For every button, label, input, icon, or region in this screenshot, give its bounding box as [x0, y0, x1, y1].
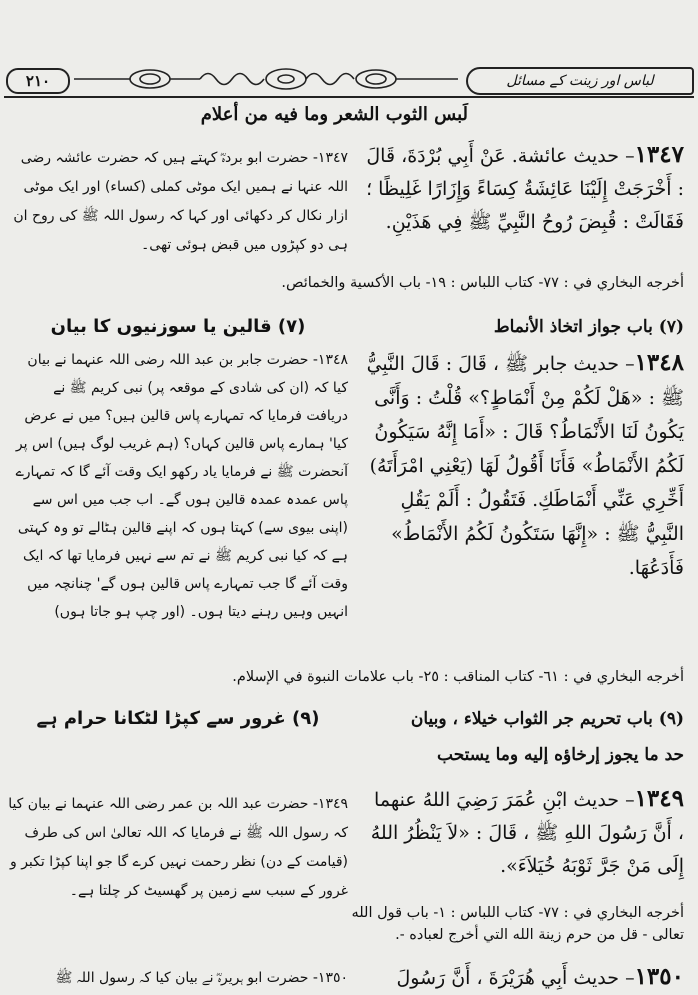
chapter-9-title-ar-line2: حد ما يجوز إرخاؤه إليه وما يستحب	[437, 745, 684, 765]
hadith-number: ١٣٤٩	[634, 785, 684, 812]
chapter-9-title-ar-line1: (٩) باب تحريم جر الثواب خيلاء ، وبيان	[410, 709, 684, 729]
hadith-number: ١٣٥٠	[634, 963, 684, 990]
chapter-9-title-ur: (٩) غرور سے کپڑا لٹکانا حرام ہے	[36, 708, 320, 729]
page-header	[4, 64, 694, 96]
page-number: ٢١٠	[6, 68, 70, 94]
hadith-1348-reference: أخرجه البخاري في : ٦١- كتاب المناقب : ٢٥- باب علامات النبوة في الإسلام.	[232, 669, 684, 685]
hadith-text: – حديث عائشة. عَنْ أَبِي بُرْدَةَ، قَالَ : أَخْرَجَتْ إِلَيْنَا عَائِشَةُ كِسَاءً وَإِزَارًا غَلِيظًا ؛ فَقَالَتْ : قُبِضَ رُوحُ النَّبِيِّ ﷺ فِي هَذَيْنِ.	[366, 145, 684, 233]
hadith-text: – حديث جابر ﷺ ، قَالَ : قَالَ النَّبِيُّ ﷺ : «هَلْ لَكُمْ مِنْ أَنْمَاطٍ؟» قُلْتُ : وَأَنَّى يَكُونُ لَنَا الأَنْمَاطُ؟ قَالَ : «أَمَا إِنَّهُ سَيَكُونُ لَكُمُ الأَنْمَاطُ» فَأَنَا أَقُولُ لَهَا (يَعْنِي امْرَأَتَهُ) أَخِّرِي عَنِّي أَنْمَاطَكِ. فَتَقُولُ : أَلَمْ يَقُلِ النَّبِيُّ ﷺ : «إِنَّهَا سَتَكُونُ لَكُمُ الأَنْمَاطُ» فَأَدَعُهَا.	[366, 353, 684, 579]
running-title: لباس اور زینت کے مسائل	[466, 67, 694, 95]
hadith-number: ١٣٤٨	[634, 349, 684, 376]
chapter-7-title-ar: (٧) باب جواز اتخاذ الأنماط	[493, 317, 684, 337]
header-rule	[4, 96, 694, 98]
ornamental-band-icon	[70, 66, 462, 92]
hadith-1350-urdu: ١٣٥٠- حضرت ابو ہریرہؓ نے بیان کیا کہ رسول اللہ ﷺ	[55, 970, 348, 986]
hadith-1347-reference: أخرجه البخاري في : ٧٧- كتاب اللباس : ١٩- باب الأكسية والخمائص.	[281, 275, 684, 291]
hadith-text: – حديث ابْنِ عُمَرَ رَضِيَ اللهُ عنهما ، أَنَّ رَسُولَ اللهِ ﷺ ، قَالَ : «لاَ يَنْظُرُ اللهُ إِلَى مَنْ جَرَّ ثَوْبَهُ خُيَلاَءَ».	[370, 789, 684, 877]
hadith-1347-arabic	[362, 138, 684, 239]
hadith-1348-urdu: ١٣٤٨- حضرت جابر بن عبد اللہ رضی اللہ عنہما نے بیان کیا کہ (ان کی شادی کے موقعہ پر) نبی کریم ﷺ نے دریافت فرمایا کہ تمہارے پاس قالین ہیں؟ میں نے عرض کیا' ہمارے پاس قالین کہاں؟ (ہم غریب لوگ ہیں) اس پر آنحضرت ﷺ نے فرمایا یاد رکھو ایک وقت آئے گا کہ تمہارے پاس عمدہ عمدہ قالین ہوں گے۔ اب جب میں اس سے (اپنی بیوی سے) کہتا ہوں کہ اپنے قالین ہٹالے تو وہ کہتی ہے کہ کیا نبی کریم ﷺ نے تم سے نہیں فرمایا تھا کہ ایک وقت آئے گا جب تمہارے پاس قالین ہوں گے' چنانچہ میں انہیں وہیں رہنے دیتا ہوں۔ (اور چپ ہو جاتا ہوں)	[15, 352, 348, 620]
hadith-1350-arabic	[362, 960, 684, 995]
section-title-ar: لَبس الثوب الشعر وما فيه من أعلام	[200, 104, 468, 125]
hadith-number: ١٣٤٧	[634, 141, 684, 168]
hadith-1348-arabic	[362, 346, 684, 585]
hadith-1349-reference: أخرجه البخاري في : ٧٧- كتاب اللباس : ١- باب قول الله تعالى - قل من حرم زينة الله التي أخرج لعباده -.	[351, 905, 684, 943]
hadith-1349-arabic	[362, 782, 684, 883]
hadith-text: – حديث أَبِي هُرَيْرَةَ ، أَنَّ رَسُولَ	[396, 967, 635, 989]
hadith-1349-urdu: ١٣٤٩- حضرت عبد اللہ بن عمر رضی اللہ عنہما نے بیان کیا کہ رسول اللہ ﷺ نے فرمایا کہ اللہ تعالیٰ اس کی طرف (قیامت کے دن) نظر رحمت نہیں کرے گا جو اپنا کپڑا تکبر و غرور کے سبب سے زمین پر گھسیٹ کر چلتا ہے۔	[8, 796, 348, 899]
hadith-1347-urdu: ١٣٤٧- حضرت ابو بردہؓ کہتے ہیں کہ حضرت عائشہ رضی اللہ عنہا نے ہمیں ایک موٹی کملی (کساء) اور ایک موٹی ازار نکال کر دکھائی اور کہا کہ رسول اللہ ﷺ کی روح ان ہی دو کپڑوں میں قبض ہوئی تھی۔	[13, 150, 348, 253]
chapter-7-title-ur: (٧) قالین یا سوزنیوں کا بیان	[50, 316, 306, 337]
